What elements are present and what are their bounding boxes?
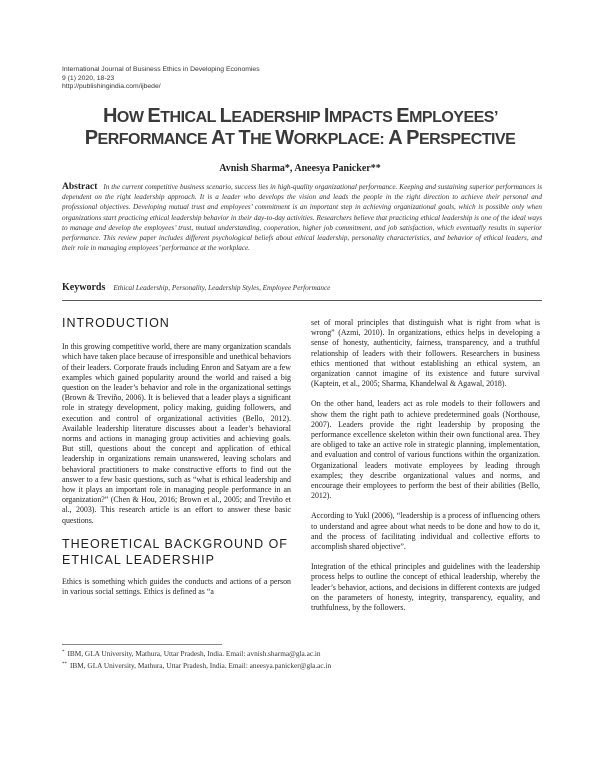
paper-title-text: HOW ETHICAL LEADERSHIP IMPACTS EMPLOYEES’ PERFORMANCE AT THE WORKPLACE: A PERSPECTIVE (84, 105, 516, 149)
authors: Avnish Sharma*, Aneesya Panicker** (219, 163, 381, 174)
paper-title (40, 106, 560, 150)
theoretical-background-heading: THEORETICAL BACKGROUND OF ETHICAL LEADERSHIP (62, 536, 288, 567)
footnote-2-text: IBM, GLA University, Mathura, Uttar Pradesh, India. Email: aneesya.panicker@gla.ac.in (70, 660, 332, 670)
abstract-label: Abstract (62, 182, 98, 192)
journal-info (62, 66, 260, 92)
keywords-label: Keywords (62, 282, 106, 293)
body-paragraph-2: On the other hand, leaders act as role models to their followers and show them the right path to achieve predetermined goals (Northouse, 2007). Leaders provide the right leadership by proposing the performance excellence skeleton within their own functional area. They are obliged to take an active role in strategic planning, implementation, and evaluation and control of various functions within the organization. Organizational leaders motivate employees by leading through examples; they describe organizational values and norms, and encourage their employees to perform the best of their abilities (Bello, 2012). (311, 399, 540, 501)
journal-url[interactable]: http://publishingindia.com/ijbede/ (62, 83, 161, 91)
footnotes (62, 648, 331, 672)
introduction-paragraph: In this growing competitive world, there are many organization scandals which have taken place because of irresponsible and unethical behaviors of their leaders. Corporate frauds including Enron and Satyam are a few examples which gained popularity around the world and raised a big question on the leader’s behavior and role in the organizational settings (Brown & Treviño, 2006). It is believed that a leader plays a significant role in strategy development, policy making, guiding followers, and execution and control of organizational activities (Bello, 2012). Available leadership literature discusses about a leader’s behavioral norms and actions in managing group activities and achieving goals. But still, questions about the concept and application of ethical leadership in organizations remain unanswered, leaving scholars and behavioral practitioners to make constructive efforts to find out the answer to a few basic questions, such as “what is ethical leadership and how it plays an important role in managing people performance in an organization?” (Chen & Hou, 2016; Brown et al., 2005; and Treviño et al., 2003). This research article is an effort to answer these basic questions. (62, 342, 291, 525)
abstract-text: In the current competitive business scenario, success lies in high-quality organizational performance. Keeping and sustaining superior performances is dependent on the right leadership approach. It is a leader who develops the vision and leads the people in the right direction to achieve their personal and professional objectives. Developing mutual trust and employees’ commitment is an important step in achieving organizational goals, which is possible only when organizations start practicing ethical leadership behavior in their day-to-day activities. Researchers believe that practicing ethical leadership is one of the ideal ways to manage and develop the employees’ trust, mutual understanding, cooperation, higher job commitment, and job satisfaction, which eventually results in superior performance. This review paper includes different psychological beliefs about ethical leadership, personality characteristics, and behavior of ethical leaders, and their role in managing employees’ performance at the workplace. (62, 183, 542, 253)
footnote-divider (62, 644, 222, 645)
theory-paragraph: Ethics is something which guides the conducts and actions of a person in various social settings. Ethics is defined as “a (62, 576, 291, 597)
footnote-1-mark: * (62, 650, 65, 655)
journal-name: International Journal of Business Ethics in Developing Economies (62, 66, 260, 73)
left-column (62, 318, 291, 607)
abstract (62, 182, 542, 253)
footnote-1 (62, 648, 331, 660)
journal-issue: 9 (1) 2020, 18-23 (62, 74, 115, 82)
keywords-text: Ethical Leadership, Personality, Leadership Styles, Employee Performance (113, 284, 331, 292)
footnote-1-text: IBM, GLA University, Mathura, Uttar Pradesh, India. Email: avnish.sharma@gla.ac.in (67, 649, 321, 658)
body-paragraph-1: set of moral principles that distinguish what is right from what is wrong” (Azmi, 2010). In organizations, ethics helps in developing a sense of honesty, authenticity, fairness, transparency, and a truthful relationship of leaders with their followers. Researchers in business ethics mentioned that without establishing an ethical system, an organization cannot imagine of its existence and future survival (Kaptein, et al., 2005; Sharma, Khandelwal & Agawal, 2018). (311, 318, 540, 389)
introduction-heading: INTRODUCTION (62, 316, 170, 330)
body-paragraph-3: According to Yukl (2006), “leadership is a process of influencing others to understand and agree about what needs to be done and how to do it, and the process of facilitating individual and collective efforts to accomplish shared objective”. (311, 511, 540, 552)
footnote-2-mark: ** (62, 661, 67, 667)
right-column (311, 318, 540, 623)
footnote-2 (62, 660, 331, 672)
keywords (62, 282, 542, 293)
body-paragraph-4: Integration of the ethical principles and guidelines with the leadership process helps to outline the concept of ethical leadership, whereby the leader’s behavior, actions, and decisions in different contexts are judged on the parameters of honesty, integrity, transparency, equality, and truthfulness, by the followers. (311, 562, 540, 613)
header-divider (62, 300, 542, 301)
